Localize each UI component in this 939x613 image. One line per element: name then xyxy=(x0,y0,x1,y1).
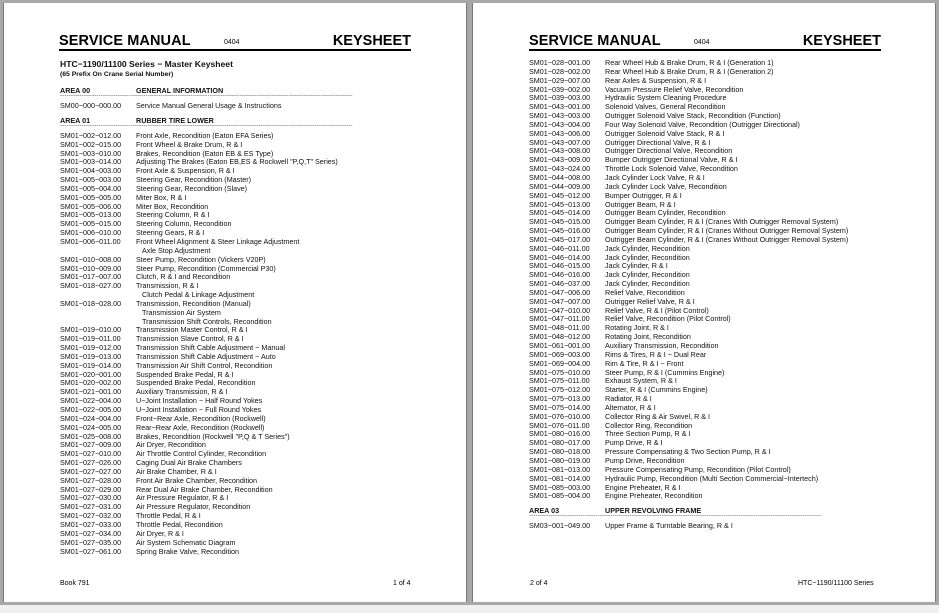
section-code: SM01−019−013.00 xyxy=(60,351,122,361)
footer-series: HTC−1190/11100 Series xyxy=(798,580,874,587)
section-description: Outrigger Directional Valve, Recondition xyxy=(605,146,733,156)
section-description: Front Axle, Recondition (Eaton EFA Series) xyxy=(136,130,274,140)
section-description: Axle Stop Adjustment xyxy=(142,245,211,255)
section-description: Throttle Lock Solenoid Valve, Recondition xyxy=(605,164,738,174)
section-code: SM01−027−026.00 xyxy=(60,458,122,468)
area-00-list xyxy=(60,102,420,111)
section-description: Front−Rear Axle, Recondition (Rockwell) xyxy=(136,413,266,423)
section-code: SM01−017−007.00 xyxy=(60,272,122,282)
section-code: SM01−024−005.00 xyxy=(60,422,122,432)
section-description: Transmission, Recondition (Manual) xyxy=(136,298,251,308)
section-description: Rotating Joint, Recondition xyxy=(605,332,691,342)
section-code: SM01−010−008.00 xyxy=(60,254,122,264)
section-description: Relief Valve, R & I (Pilot Control) xyxy=(605,305,709,315)
section-code: SM01−004−003.00 xyxy=(60,166,122,176)
section-code: SM01−021−001.00 xyxy=(60,387,122,397)
section-code: SM01−027−034.00 xyxy=(60,528,122,538)
section-code: SM01−046−037.00 xyxy=(529,279,591,289)
section-description: Steering Gear, Recondition (Slave) xyxy=(136,183,248,193)
section-description: Pump Drive, Recondition xyxy=(605,455,685,465)
section-code: SM01−081−014.00 xyxy=(529,473,591,483)
section-description: Rear Wheel Hub & Brake Drum, R & I (Generation 1) xyxy=(605,58,774,67)
header-code: 0404 xyxy=(694,39,710,46)
section-description: Outrigger Beam Cylinder, Recondition xyxy=(605,208,726,218)
section-code: SM01−075−013.00 xyxy=(529,394,591,404)
section-code: SM01−022−004.00 xyxy=(60,396,122,406)
section-description: Outrigger Beam Cylinder, R & I (Cranes Without Outrigger Removal System) xyxy=(605,234,849,244)
section-code: SM01−027−061.00 xyxy=(60,546,122,556)
section-code: SM01−045−016.00 xyxy=(529,226,591,236)
section-code: SM01−006−010.00 xyxy=(60,228,122,238)
star-divider: ***************************************************************************************************************************************** xyxy=(529,515,822,521)
section-code: SM01−027−009.00 xyxy=(60,440,122,450)
star-divider: ***************************************************************************************************************************************** xyxy=(60,124,353,130)
section-code: SM01−027−031.00 xyxy=(60,502,122,512)
section-description: Front Wheel Alignment & Steer Linkage Adjustment xyxy=(136,236,300,246)
section-code: SM01−061−001.00 xyxy=(529,341,591,350)
section-description: Four Way Solenoid Valve, Recondition (Outrigger Directional) xyxy=(605,119,800,129)
area-heading-03 xyxy=(529,506,889,515)
section-code: SM01−046−016.00 xyxy=(529,270,591,280)
section-description: Alternator, R & I xyxy=(605,402,656,412)
area-03-list xyxy=(529,522,889,531)
section-code: SM01−043−007.00 xyxy=(529,137,591,147)
section-code: SM01−085−004.00 xyxy=(529,491,591,501)
section-code: SM01−005−003.00 xyxy=(60,175,122,185)
area-name: RUBBER TIRE LOWER xyxy=(136,115,214,125)
page-1-content xyxy=(60,59,420,556)
section-description: Starter, R & I (Cummins Engine) xyxy=(605,385,708,395)
section-code: SM01−006−011.00 xyxy=(60,236,121,246)
section-description: Hydraulic System Cleaning Procedure xyxy=(605,93,727,103)
section-code: SM01−080−018.00 xyxy=(529,447,591,457)
page-header xyxy=(59,30,411,51)
section-code: SM01−046−011.00 xyxy=(529,243,590,253)
section-description: Exhaust System, R & I xyxy=(605,376,677,386)
section-code: SM01−043−003.00 xyxy=(529,111,591,121)
page-1 xyxy=(3,3,467,602)
section-description: Steering Column, Recondition xyxy=(136,219,232,229)
section-description: Radiator, R & I xyxy=(605,394,652,404)
section-code: SM01−043−001.00 xyxy=(529,102,591,112)
section-code: SM01−075−014.00 xyxy=(529,402,591,412)
section-code: SM01−076−010.00 xyxy=(529,411,591,421)
section-description: Air Pressure Regulator, Recondition xyxy=(136,502,251,512)
section-code: SM01−081−013.00 xyxy=(529,464,591,474)
section-description: Bumper Outrigger, R & I xyxy=(605,190,682,200)
section-description: Front Air Brake Chamber, Recondition xyxy=(136,475,258,485)
section-code: SM01−085−003.00 xyxy=(529,482,591,492)
section-code: SM01−043−009.00 xyxy=(529,155,591,165)
keysheet-row xyxy=(60,548,420,557)
page-2 xyxy=(472,3,936,602)
section-description: Transmission Shift Controls, Recondition xyxy=(142,316,272,326)
section-code: SM01−005−005.00 xyxy=(60,192,122,202)
keysheet-row xyxy=(60,102,420,111)
section-description: Engine Preheater, R & I xyxy=(605,482,681,492)
section-code: SM01−047−007.00 xyxy=(529,296,591,306)
section-code: SM01−003−014.00 xyxy=(60,157,122,167)
section-code: SM01−028−002.00 xyxy=(529,66,591,76)
section-code: SM01−043−024.00 xyxy=(529,164,591,174)
section-code: SM01−024−004.00 xyxy=(60,413,122,423)
section-code: SM01−002−015.00 xyxy=(60,139,122,149)
section-code: SM01−028−001.00 xyxy=(529,58,591,67)
section-code: SM01−045−013.00 xyxy=(529,199,591,209)
section-code: SM01−047−010.00 xyxy=(529,305,591,315)
section-description: Rear−Rear Axle, Recondition (Rockwell) xyxy=(136,422,265,432)
footer-page-number: 1 of 4 xyxy=(393,580,411,587)
section-description: Steering Column, R & I xyxy=(136,210,210,220)
section-description: Air Throttle Control Cylinder, Recondition xyxy=(136,449,267,459)
section-description: Spring Brake Valve, Recondition xyxy=(136,546,239,556)
section-description: Suspended Brake Pedal, Recondition xyxy=(136,378,256,388)
section-code xyxy=(60,309,136,318)
section-description: Upper Frame & Turntable Bearing, R & I xyxy=(605,521,733,531)
keysheet-row xyxy=(60,300,420,309)
section-code: SM01−080−017.00 xyxy=(529,438,591,448)
section-description: Rear Axles & Suspension, R & I xyxy=(605,75,707,85)
section-description: Clutch, R & I and Recondition xyxy=(136,272,231,282)
section-description: Throttle Pedal, Recondition xyxy=(136,519,223,529)
section-description: Steering Gears, R & I xyxy=(136,228,205,238)
section-code: SM01−025−008.00 xyxy=(60,431,122,441)
keysheet-row xyxy=(529,492,889,501)
section-description: Jack Cylinder, Recondition xyxy=(605,279,690,289)
section-description: Jack Cylinder, Recondition xyxy=(605,252,690,262)
section-description: Transmission Shift Cable Adjustment − Auto xyxy=(136,351,276,361)
section-description: Front Axle & Suspension, R & I xyxy=(136,166,235,176)
section-code: SM01−043−008.00 xyxy=(529,146,591,156)
section-code: SM01−044−009.00 xyxy=(529,181,591,191)
section-description: Throttle Pedal, R & I xyxy=(136,511,201,521)
section-code: SM01−044−008.00 xyxy=(529,172,591,182)
section-code: SM01−027−010.00 xyxy=(60,449,122,459)
section-description: Air System Schematic Diagram xyxy=(136,537,236,547)
section-description: Steer Pump, Recondition (Vickers V20P) xyxy=(136,254,266,264)
section-description: Outrigger Beam Cylinder, R & I (Cranes Without Outrigger Removal System) xyxy=(605,226,849,236)
section-code: SM01−005−015.00 xyxy=(60,219,122,229)
page-header xyxy=(529,30,881,51)
section-description: Collector Ring & Air Swivel, R & I xyxy=(605,411,711,421)
section-description: Rotating Joint, R & I xyxy=(605,323,669,333)
header-title: SERVICE MANUAL xyxy=(59,33,191,49)
section-code: SM01−022−005.00 xyxy=(60,405,122,414)
section-code: SM01−080−016.00 xyxy=(529,429,591,439)
section-code: SM03−001−049.00 xyxy=(529,521,591,531)
section-code: SM01−019−012.00 xyxy=(60,343,122,353)
section-description: Steer Pump, Recondition (Commercial P30) xyxy=(136,263,276,273)
section-code: SM01−045−012.00 xyxy=(529,190,591,200)
section-code: SM01−005−006.00 xyxy=(60,201,122,211)
section-code: SM01−048−011.00 xyxy=(529,323,590,333)
section-description: Auxiliary Transmission, R & I xyxy=(136,387,228,397)
section-description: Outrigger Beam, R & I xyxy=(605,199,676,209)
section-code: SM01−027−027.00 xyxy=(60,466,122,476)
section-description: Brakes, Recondition (Eaton EB & ES Type) xyxy=(136,148,274,158)
section-code: SM00−000−000.00 xyxy=(60,101,122,110)
section-code: SM01−045−017.00 xyxy=(529,234,591,244)
area-01-list xyxy=(60,132,420,557)
section-code: SM01−039−002.00 xyxy=(529,84,591,94)
section-description: Transmission Master Control, R & I xyxy=(136,325,248,335)
section-description: Hydraulic Pump, Recondition (Multi Section Commercial−Intertech) xyxy=(605,473,819,483)
section-description: Outrigger Directional Valve, R & I xyxy=(605,137,711,147)
section-code: SM01−045−015.00 xyxy=(529,217,591,227)
section-code: SM01−005−013.00 xyxy=(60,210,122,220)
section-description: Solenoid Valves, General Recondition xyxy=(605,102,726,112)
area-01-list-continued xyxy=(529,59,889,501)
section-code: SM01−002−012.00 xyxy=(60,130,122,140)
section-description: Air Dryer, Recondition xyxy=(136,440,206,450)
section-code: SM01−019−010.00 xyxy=(60,325,122,335)
section-description: Outrigger Beam Cylinder, R & I (Cranes With Outrigger Removal System) xyxy=(605,217,839,227)
section-description: Transmission Air Shift Control, Recondition xyxy=(136,360,273,370)
area-label: AREA 00 xyxy=(60,86,91,95)
section-code: SM01−027−033.00 xyxy=(60,519,122,529)
section-description: Suspended Brake Pedal, R & I xyxy=(136,369,234,379)
section-description: Caging Dual Air Brake Chambers xyxy=(136,458,242,468)
section-code: SM01−080−019.00 xyxy=(529,455,591,465)
section-code: SM01−027−028.00 xyxy=(60,475,122,485)
section-description: Outrigger Solenoid Valve Stack, R & I xyxy=(605,128,725,138)
section-description: Front Wheel & Brake Drum, R & I xyxy=(136,139,243,149)
section-code: SM01−027−032.00 xyxy=(60,511,122,521)
section-description: Transmission, R & I xyxy=(136,281,199,291)
section-code: SM01−046−015.00 xyxy=(529,261,591,271)
section-description: Adjusting The Brakes (Eaton EB,ES & Rockwell "P,Q,T" Series) xyxy=(136,157,338,167)
section-code: SM01−019−014.00 xyxy=(60,360,122,370)
section-code: SM01−075−011.00 xyxy=(529,376,590,386)
section-code: SM01−043−004.00 xyxy=(529,119,591,129)
section-code: SM01−027−035.00 xyxy=(60,537,122,547)
section-code: SM01−075−010.00 xyxy=(529,367,591,377)
section-description: Outrigger Solenoid Valve Stack, Recondition (Function) xyxy=(605,111,781,121)
keysheet-row xyxy=(60,238,420,247)
section-description: Transmission Air System xyxy=(142,307,221,317)
section-code: SM01−029−007.00 xyxy=(529,75,591,85)
section-description: Transmission Slave Control, R & I xyxy=(136,334,244,344)
section-description: Jack Cylinder Lock Valve, R & I xyxy=(605,172,705,182)
section-description: Steering Gear, Recondition (Master) xyxy=(136,175,252,185)
section-code: SM01−003−010.00 xyxy=(60,148,122,158)
star-divider: ***************************************************************************************************************************************** xyxy=(60,95,353,100)
section-description: Bumper Outrigger Directional Valve, R & I xyxy=(605,155,738,165)
section-code: SM01−005−004.00 xyxy=(60,183,122,193)
section-description: Miter Box, Recondition xyxy=(136,201,209,211)
section-code: SM01−019−011.00 xyxy=(60,334,121,344)
section-description: Relief Valve, Recondition (Pilot Control) xyxy=(605,314,731,324)
area-heading-00 xyxy=(60,86,420,95)
header-keysheet: KEYSHEET xyxy=(332,33,411,49)
section-description: Outrigger Relief Valve, R & I xyxy=(605,296,695,306)
section-code: SM01−075−012.00 xyxy=(529,385,591,395)
section-code: SM01−047−006.00 xyxy=(529,287,591,297)
keysheet-row xyxy=(529,522,889,531)
area-name: UPPER REVOLVING FRAME xyxy=(605,506,702,516)
footer-book: Book 791 xyxy=(60,580,90,587)
section-description: Rear Wheel Hub & Brake Drum, R & I (Generation 2) xyxy=(605,66,774,76)
section-description: Air Pressure Regulator, R & I xyxy=(136,493,229,503)
page-2-content xyxy=(529,59,889,531)
section-code: SM01−069−004.00 xyxy=(529,358,591,368)
section-code: SM01−046−014.00 xyxy=(529,252,591,262)
section-code: SM01−048−012.00 xyxy=(529,332,591,342)
section-code: SM01−020−002.00 xyxy=(60,378,122,388)
header-code: 0404 xyxy=(224,39,240,46)
section-description: Transmission Shift Cable Adjustment − Manual xyxy=(136,343,285,353)
section-description: Collector Ring, Recondition xyxy=(605,420,693,430)
area-heading-01 xyxy=(60,116,420,125)
section-description: Jack Cylinder, Recondition xyxy=(605,243,690,253)
section-description: Jack Cylinder, Recondition xyxy=(605,270,690,280)
section-code: SM01−018−027.00 xyxy=(60,281,122,291)
section-description: Service Manual General Usage & Instructions xyxy=(136,101,282,110)
section-description: Clutch Pedal & Linkage Adjustment xyxy=(142,290,255,300)
section-code: SM01−045−014.00 xyxy=(529,208,591,218)
section-description: Miter Box, R & I xyxy=(136,192,187,202)
footer-page-number: 2 of 4 xyxy=(530,580,548,587)
section-code: SM01−069−003.00 xyxy=(529,349,591,359)
section-description: Relief Valve, Recondition xyxy=(605,287,685,297)
section-description: Pump Drive, R & I xyxy=(605,438,663,448)
section-code: SM01−020−001.00 xyxy=(60,369,122,379)
section-description: Three Section Pump, R & I xyxy=(605,429,691,439)
section-code: SM01−076−011.00 xyxy=(529,420,590,430)
section-description: U−Joint Installation − Half Round Yokes xyxy=(136,396,263,406)
section-description: Air Dryer, R & I xyxy=(136,528,184,538)
section-code: SM01−027−029.00 xyxy=(60,484,122,494)
area-label: AREA 01 xyxy=(60,115,91,125)
document-subtitle: (65 Prefix On Crane Serial Number) xyxy=(60,71,174,78)
section-description: Pressure Compensating Pump, Recondition (Pilot Control) xyxy=(605,464,791,474)
header-keysheet: KEYSHEET xyxy=(802,33,881,49)
section-description: Jack Cylinder, R & I xyxy=(605,261,668,271)
section-code: SM01−027−030.00 xyxy=(60,493,122,503)
section-description: Engine Preheater, Recondition xyxy=(605,491,703,501)
header-title: SERVICE MANUAL xyxy=(529,33,661,49)
area-name: GENERAL INFORMATION xyxy=(136,86,224,95)
section-description: Air Brake Chamber, R & I xyxy=(136,466,217,476)
section-code: SM01−043−006.00 xyxy=(529,128,591,138)
section-code: SM01−039−003.00 xyxy=(529,93,591,103)
section-description: Jack Cylinder Lock Valve, Recondition xyxy=(605,181,727,191)
section-description: Pressure Compensating & Two Section Pump, R & I xyxy=(605,447,771,457)
section-description: Auxiliary Transmission, Recondition xyxy=(605,341,719,350)
section-code: SM01−047−011.00 xyxy=(529,314,590,324)
section-description: Rear Dual Air Brake Chamber, Recondition xyxy=(136,484,273,494)
section-description: Rim & Tire, R & I − Front xyxy=(605,358,684,368)
section-description: Brakes, Recondition (Rockwell "P,Q & T Series") xyxy=(136,431,290,441)
section-description: Steer Pump, R & I (Cummins Engine) xyxy=(605,367,725,377)
section-description: Rims & Tires, R & I − Dual Rear xyxy=(605,349,707,359)
section-code: SM01−018−028.00 xyxy=(60,298,122,308)
document-title: HTC−1190/11100 Series − Master Keysheet xyxy=(60,59,233,69)
section-code: SM01−010−009.00 xyxy=(60,263,122,273)
section-description: U−Joint Installation − Full Round Yokes xyxy=(136,405,262,414)
area-label: AREA 03 xyxy=(529,506,560,516)
section-description: Vacuum Pressure Relief Valve, Recondition xyxy=(605,84,744,94)
